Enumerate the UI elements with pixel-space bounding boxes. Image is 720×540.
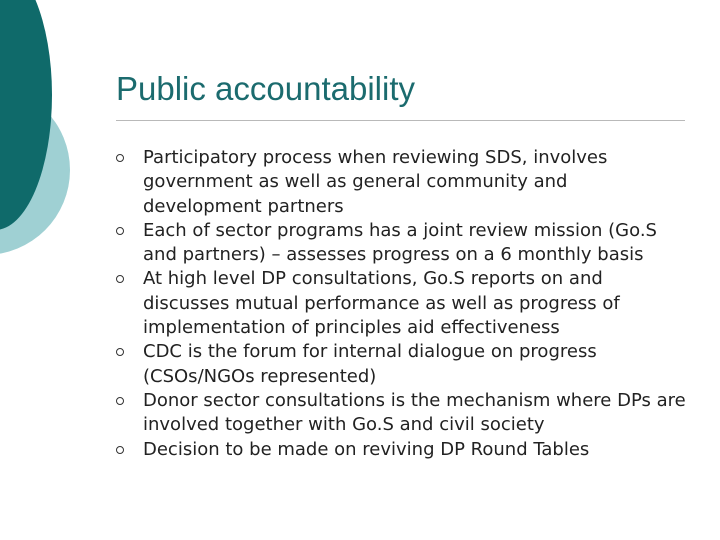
decorative-circles	[0, 0, 110, 290]
bullet-list	[116, 146, 686, 462]
page-title: Public accountability	[116, 70, 415, 107]
list-item	[116, 146, 686, 219]
circle-bullet-icon	[116, 154, 124, 162]
bullet-text: CDC is the forum for internal dialogue on progress (CSOs/NGOs represented)	[143, 341, 597, 387]
title-divider	[116, 120, 685, 121]
list-item	[116, 389, 686, 438]
bullet-text: Decision to be made on reviving DP Round Tables	[143, 438, 590, 460]
list-item	[116, 438, 686, 462]
circle-bullet-icon	[116, 348, 124, 356]
list-item	[116, 267, 686, 340]
circle-bullet-icon	[116, 275, 124, 283]
circle-bullet-icon	[116, 446, 124, 454]
bullet-text: Participatory process when reviewing SDS, involves government as well as general community and development partners	[143, 147, 608, 217]
list-item	[116, 340, 686, 389]
bullet-text: At high level DP consultations, Go.S reports on and discusses mutual performance as well as progress of implementation of principles aid effectiveness	[143, 268, 620, 339]
circle-bullet-icon	[116, 397, 124, 405]
bullet-text: Each of sector programs has a joint review mission (Go.S and partners) – assesses progress on a 6 monthly basis	[143, 219, 657, 266]
bullet-text: Donor sector consultations is the mechanism where DPs are involved together with Go.S and civil society	[143, 389, 686, 436]
list-item	[116, 219, 686, 268]
circle-bullet-icon	[116, 227, 124, 235]
